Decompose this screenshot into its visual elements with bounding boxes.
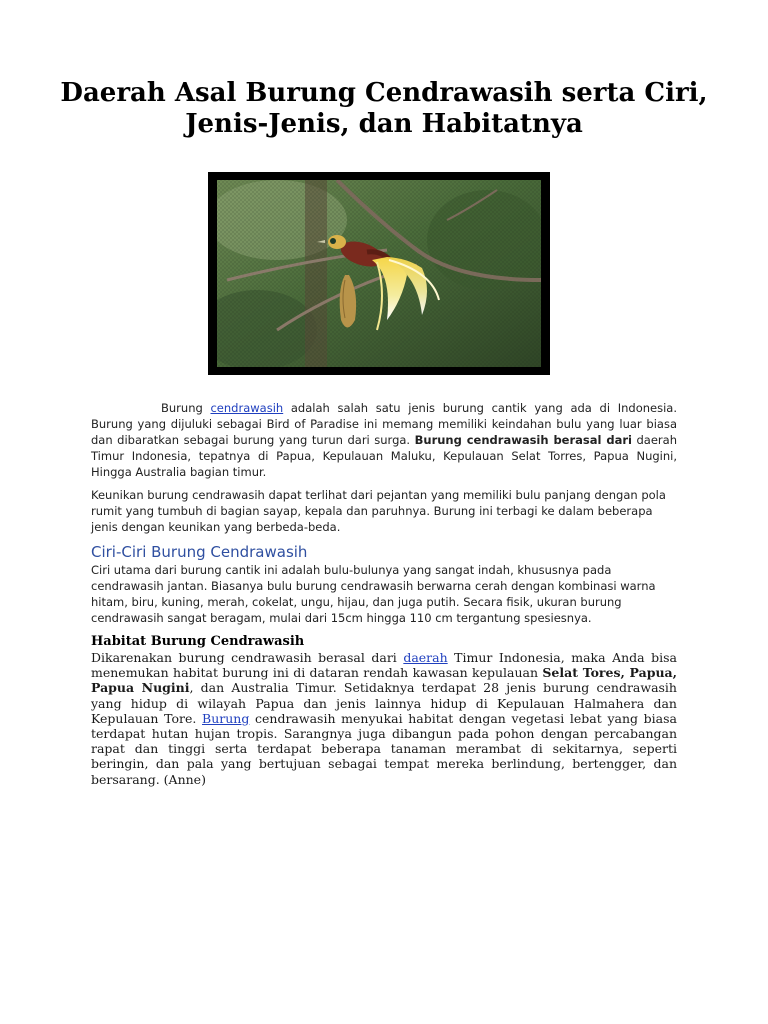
page-title-line-2: Jenis-Jenis, dan Habitatnya bbox=[185, 109, 583, 139]
burung-link[interactable]: Burung bbox=[202, 710, 250, 726]
habitat-text-3: , dan Australia Timur. Setidaknya terdapat 28 jenis burung cendrawasih yang hidup di wilayah Papua dan jenis lainnya hidup di Kepulauan Halmahera dan Kepulauan Tore. bbox=[91, 680, 677, 726]
uniqueness-paragraph: Keunikan burung cendrawasih dapat terlihat dari pejantan yang memiliki bulu panjang dengan pola rumit yang tumbuh di bagian sayap, kepala dan paruhnya. Burung ini terbagi ke dalam beberapa jenis dengan keunikan yang berbeda-beda. bbox=[91, 488, 666, 534]
habitat-bold-places: Selat Tores, Papua, Papua Nugini bbox=[91, 665, 678, 696]
habitat-heading: Habitat Burung Cendrawasih bbox=[91, 634, 305, 649]
habitat-text-1: Dikarenakan burung cendrawasih berasal dari bbox=[91, 650, 404, 665]
bird-of-paradise-photo bbox=[208, 172, 550, 375]
ciri-paragraph: Ciri utama dari burung cantik ini adalah bulu-bulunya yang sangat indah, khususnya pada cendrawasih jantan. Biasanya bulu burung cendrawasih berwarna cerah dengan kombinasi warna hitam, biru, kuning, merah, cokelat, ungu, hijau, dan juga putih. Secara fisik, ukuran burung cendrawasih sangat beragam, mulai dari 15cm hingga 110 cm tergantung spesiesnya. bbox=[91, 563, 656, 625]
intro-text-3: daerah Timur Indonesia, tepatnya di Papua, Kepulauan Maluku, Kepulauan Selat Torres, Papua Nugini, Hingga Australia bagian timur. bbox=[91, 433, 677, 479]
intro-text-2: adalah salah satu jenis burung cantik yang ada di Indonesia. Burung yang dijuluki sebagai Bird of Paradise ini memang memiliki keindahan bulu yang luar biasa dan dibaratkan sebagai burung yang turun dari surga. bbox=[91, 401, 677, 447]
page-title bbox=[60, 78, 708, 140]
cendrawasih-link[interactable]: cendrawasih bbox=[210, 401, 284, 415]
daerah-link[interactable]: daerah bbox=[403, 650, 448, 665]
intro-text-1: Burung bbox=[161, 401, 211, 415]
intro-bold-phrase: Burung cendrawasih berasal dari bbox=[414, 433, 632, 447]
intro-paragraph bbox=[91, 400, 677, 480]
habitat-text-4: cendrawasih menyukai habitat dengan vegetasi lebat yang biasa terdapat hutan hujan tropis. Sarangnya juga dibangun pada pohon dengan percabangan rapat dan tinggi serta terdapat beberapa tanaman merambat di sekitarnya, seperti beringin, dan pala yang bertujuan sebagai tempat mereka berlindung, bertengger, dan bersarang. (Anne) bbox=[91, 710, 677, 787]
habitat-paragraph bbox=[91, 650, 677, 787]
ciri-heading: Ciri-Ciri Burung Cendrawasih bbox=[91, 543, 308, 561]
page-title-line-1: Daerah Asal Burung Cendrawasih serta Ciri, bbox=[60, 78, 708, 108]
habitat-text-2: Timur Indonesia, maka Anda bisa menemukan habitat burung ini di dataran rendah kawasan kepulauan bbox=[91, 650, 677, 681]
bird-photo-image bbox=[217, 180, 541, 367]
